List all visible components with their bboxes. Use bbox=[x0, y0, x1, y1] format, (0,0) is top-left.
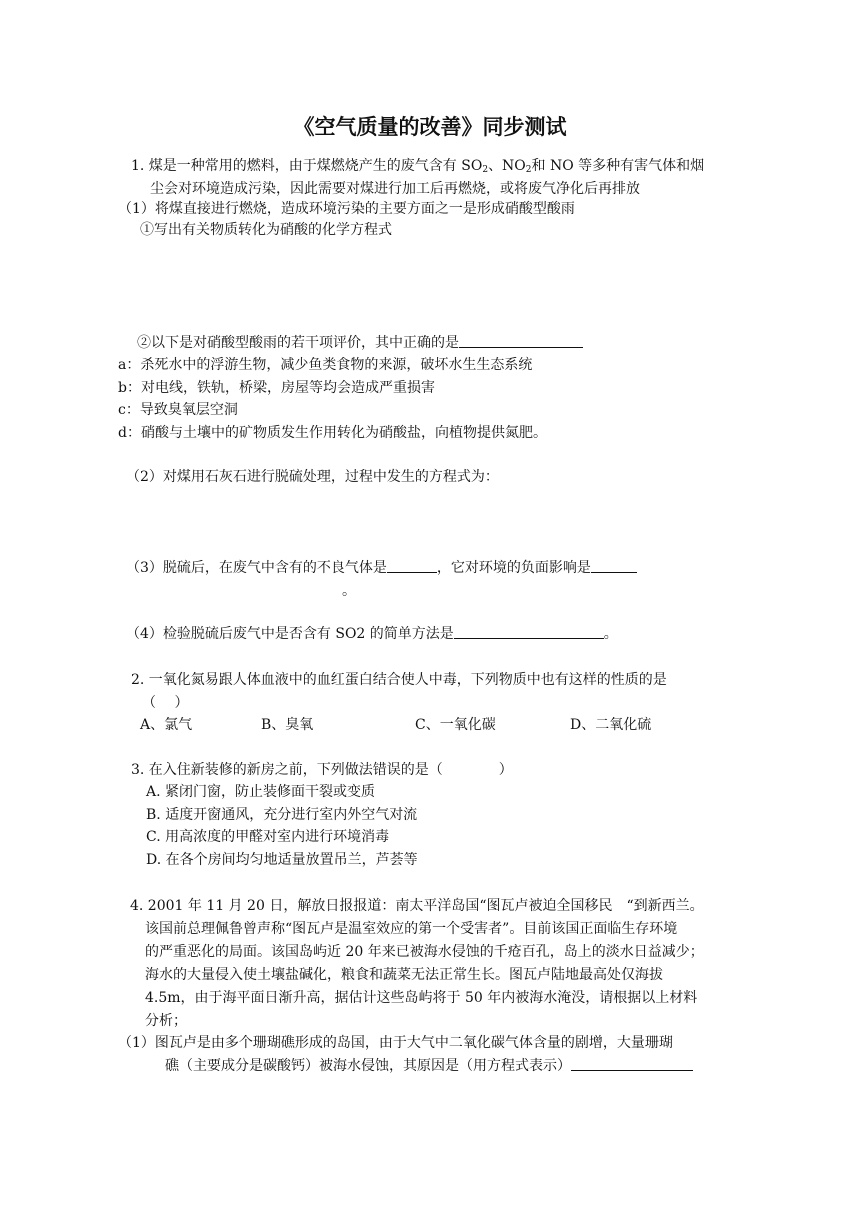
q1-item-b: b：对电线，铁轨，桥梁，房屋等均会造成严重损害 bbox=[118, 380, 435, 396]
q4-part1-line2: 礁（主要成分是碳酸钙）被海水侵蚀，其原因是（用方程式表示） bbox=[165, 1056, 693, 1076]
q2-options bbox=[140, 715, 700, 735]
q1-part4: （4）检验脱硫后废气中是否含有 SO2 的简单方法是 。 bbox=[126, 626, 618, 642]
q3-option-c[interactable]: C. 用高浓度的甲醛对室内进行环境消毒 bbox=[146, 829, 390, 845]
q4-line: 海水的大量侵入使土壤盐碱化，粮食和蔬菜无法正常生长。图瓦卢陆地最高处仅海拔 bbox=[145, 967, 663, 983]
answer-blank[interactable] bbox=[591, 558, 637, 573]
q4-line: 4.5m，由于海平面日渐升高，据估计这些岛屿将于 50 年内被海水淹没，请根据以上材料 bbox=[145, 990, 698, 1006]
answer-blank[interactable] bbox=[387, 558, 437, 573]
q1-item-a: a：杀死水中的浮游生物，减少鱼类食物的来源，破坏水生生态系统 bbox=[118, 357, 533, 373]
q4-line: 的严重恶化的局面。该国岛屿近 20 年来已被海水侵蚀的千疮百孔，岛上的淡水日益减少； bbox=[145, 944, 704, 960]
q4-line: 4. 2001 年 11 月 20 日，解放日报报道：南太平洋岛国“图瓦卢被迫全国移民 “到新西兰。 bbox=[130, 898, 704, 914]
q1-part1: （1）将煤直接进行燃烧，造成环境污染的主要方面之一是形成硝酸型酸雨 bbox=[118, 201, 575, 217]
q3-option-d[interactable]: D. 在各个房间均匀地适量放置吊兰，芦荟等 bbox=[146, 852, 418, 868]
q1-part1-a: ①写出有关物质转化为硝酸的化学方程式 bbox=[140, 222, 392, 238]
q1-part3-end: 。 bbox=[342, 583, 356, 599]
q2-option-c[interactable]: C、一氧化碳 bbox=[415, 717, 496, 733]
q3-option-b[interactable]: B. 适度开窗通风，充分进行室内外空气对流 bbox=[146, 807, 418, 823]
q4-line: 该国前总理佩鲁曾声称“图瓦卢是温室效应的第一个受害者”。目前该国正面临生存环境 bbox=[145, 921, 678, 937]
q1-item-c: c：导致臭氧层空洞 bbox=[118, 402, 238, 418]
q2-paren: （ ） bbox=[142, 695, 189, 711]
q1-part3: （3）脱硫后，在废气中含有的不良气体是 ，它对环境的负面影响是 bbox=[126, 558, 637, 578]
q1-stem-line1: 1. 煤是一种常用的燃料，由于煤燃烧产生的废气含有 $SO_2$、$NO_2$和 NO 等多种有害气体和烟 bbox=[131, 158, 705, 175]
answer-blank[interactable] bbox=[454, 624, 604, 639]
q2-option-d[interactable]: D、二氧化硫 bbox=[570, 717, 652, 733]
answer-blank[interactable] bbox=[459, 333, 583, 348]
q1-part1-b: ②以下是对硝酸型酸雨的若干项评价，其中正确的是 bbox=[137, 333, 583, 353]
q3-option-a[interactable]: A. 紧闭门窗，防止装修面干裂或变质 bbox=[146, 784, 376, 800]
q4-line: 分析； bbox=[145, 1013, 187, 1029]
q1-part2: （2）对煤用石灰石进行脱硫处理，过程中发生的方程式为： bbox=[126, 469, 499, 485]
q2-stem: 2. 一氧化氮易跟人体血液中的血红蛋白结合使人中毒，下列物质中也有这样的性质的是 bbox=[131, 672, 667, 688]
q1-stem-line2: 尘会对环境造成污染，因此需要对煤进行加工后再燃烧，或将废气净化后再排放 bbox=[150, 181, 640, 197]
page-title: 《空气质量的改善》同步测试 bbox=[293, 114, 567, 139]
q2-option-b[interactable]: B、臭氧 bbox=[261, 717, 314, 733]
answer-blank[interactable] bbox=[571, 1056, 693, 1071]
q2-option-a[interactable]: A、氯气 bbox=[140, 717, 193, 733]
q1-item-d: d：硝酸与土壤中的矿物质发生作用转化为硝酸盐，向植物提供氮肥。 bbox=[118, 425, 547, 441]
q3-stem: 3. 在入住新装修的新房之前，下列做法错误的是（ ） bbox=[131, 762, 513, 778]
q4-part1-line1: （1）图瓦卢是由多个珊瑚礁形成的岛国，由于大气中二氧化碳气体含量的剧增，大量珊瑚 bbox=[118, 1035, 673, 1051]
